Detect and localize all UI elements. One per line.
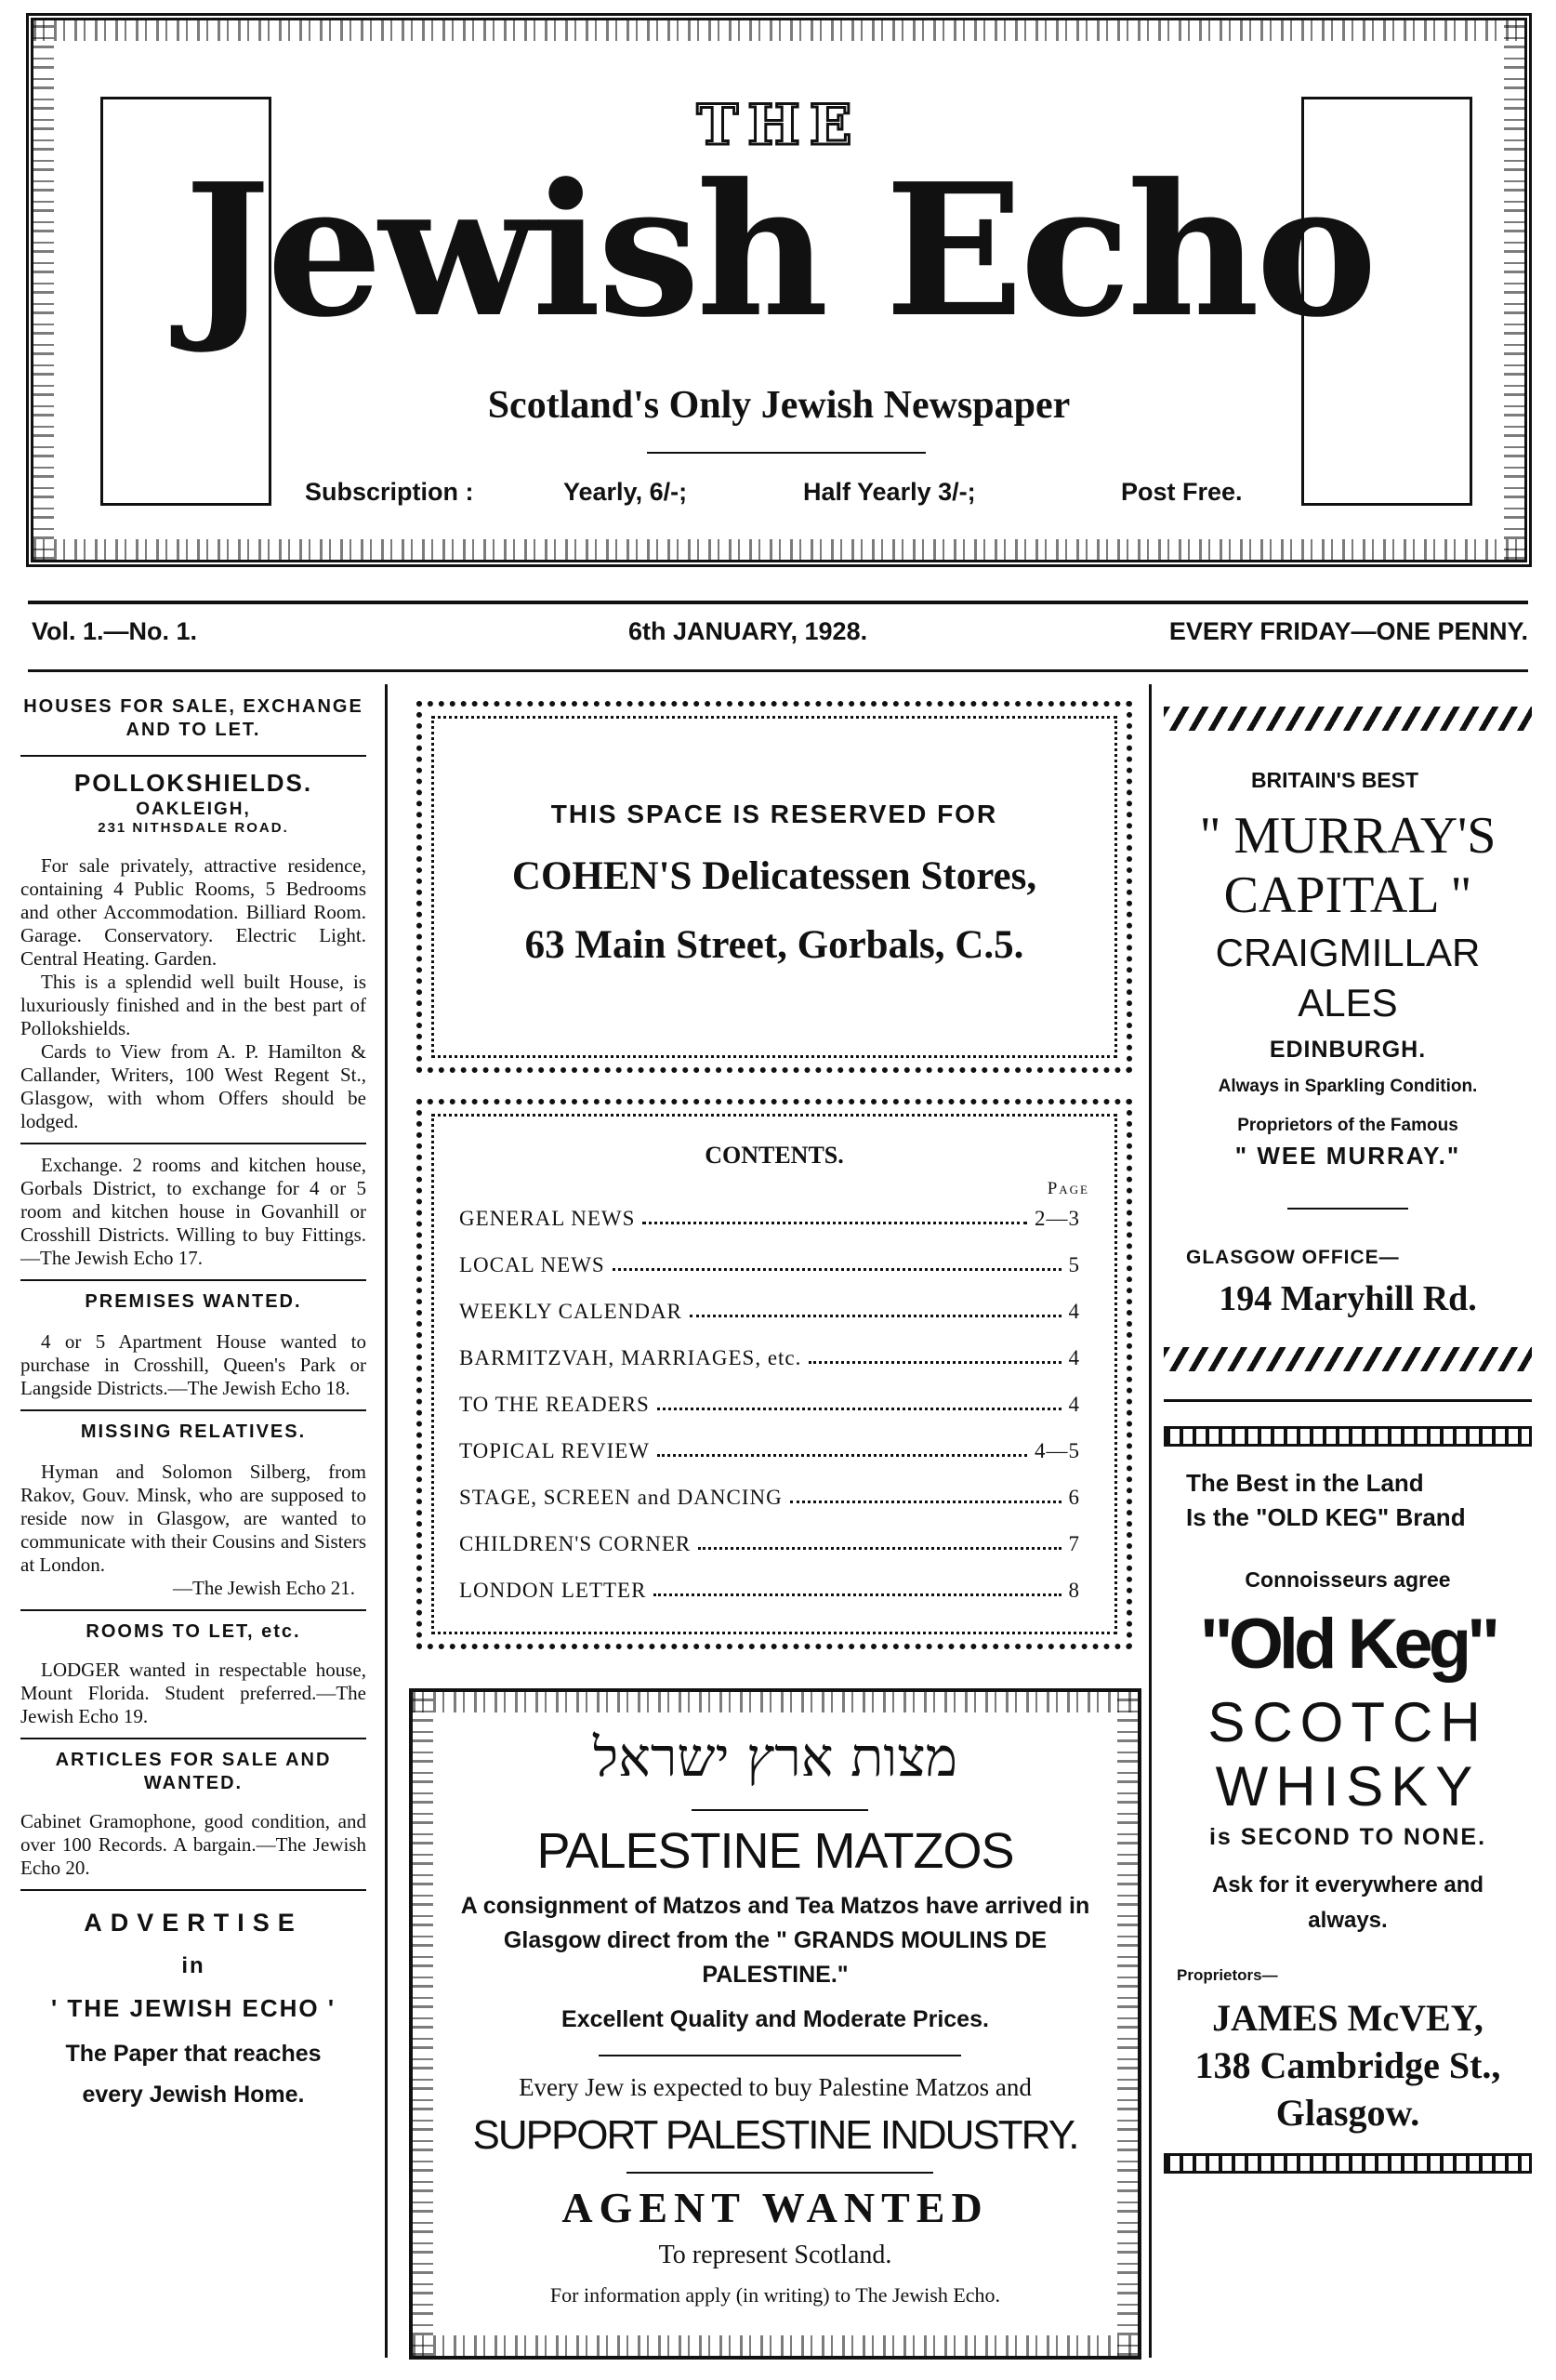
contents-label: TOPICAL REVIEW — [459, 1439, 651, 1462]
masthead — [26, 13, 1532, 567]
hebrew-divider — [692, 1809, 868, 1811]
advertise-slogan-1: The Paper that reaches — [65, 2041, 322, 2068]
matzos-title: PALESTINE MATZOS — [536, 1823, 1014, 1879]
divider — [20, 1738, 366, 1739]
section-houses-heading: HOUSES FOR SALE, EXCHANGE AND TO LET. — [23, 696, 363, 740]
leader-dots — [653, 1579, 1061, 1596]
reserved-shop-address: 63 Main Street, Gorbals, C.5. — [524, 923, 1024, 967]
issue-rule-bottom — [28, 669, 1528, 672]
contents-page: 7 — [1068, 1532, 1080, 1555]
murray-line-1: " MURRAY'S — [1199, 807, 1497, 865]
issue-date: 6th JANUARY, 1928. — [628, 617, 868, 645]
mcvey-name: JAMES McVEY, — [1212, 1997, 1483, 2039]
tagline-divider — [647, 452, 926, 454]
craigmillar: CRAIGMILLAR — [1215, 931, 1481, 974]
houses-viewing: Cards to View from A. P. Hamilton & Callander, Writers, 100 West Regent St., Glasgow, with whom Offers should be lodged. — [20, 1040, 366, 1132]
whisky: WHISKY — [1215, 1755, 1481, 1818]
contents-page-label: Page — [1047, 1179, 1089, 1198]
leader-dots — [657, 1439, 1027, 1457]
leader-dots — [790, 1486, 1062, 1503]
agent-region: To represent Scotland. — [658, 2241, 892, 2269]
houses-place: POLLOKSHIELDS. — [73, 769, 313, 797]
office-address: 194 Maryhill Rd. — [1219, 1279, 1477, 1318]
divider — [20, 1889, 366, 1891]
proprietors-famous: Proprietors of the Famous — [1237, 1116, 1458, 1135]
leader-dots — [690, 1300, 1062, 1317]
support-industry: SUPPORT PALESTINE INDUSTRY. — [472, 2112, 1078, 2158]
zigzag-ornament — [1164, 707, 1532, 731]
section-missing-heading: MISSING RELATIVES. — [80, 1421, 307, 1442]
leader-dots — [657, 1393, 1062, 1410]
contents-label: LONDON LETTER — [459, 1579, 647, 1602]
murray-line-2: CAPITAL " — [1223, 866, 1472, 924]
contents-page: 4 — [1068, 1393, 1080, 1416]
glasgow-office: GLASGOW OFFICE— — [1186, 1247, 1400, 1268]
contents-row[interactable] — [459, 1253, 1080, 1277]
second-to-none: is SECOND TO NONE. — [1208, 1824, 1487, 1850]
issue-frequency-price: EVERY FRIDAY—ONE PENNY. — [1168, 617, 1528, 645]
mcvey-city: Glasgow. — [1275, 2092, 1420, 2134]
ask-for-it: Ask for it everywhere and always. — [1211, 1872, 1484, 1933]
contents-page: 6 — [1068, 1486, 1080, 1509]
greek-key-ornament — [1164, 2153, 1532, 2174]
contents-label: TO THE READERS — [459, 1393, 650, 1416]
border-ornament-top — [413, 1692, 1138, 1712]
contents-box — [416, 1099, 1132, 1649]
border-ornament-top — [33, 20, 1524, 41]
border-ornament-bottom — [33, 539, 1524, 560]
proprietors-label: Proprietors— — [1177, 1966, 1278, 1984]
column-rule-right — [1149, 684, 1152, 2358]
contents-page: 4 — [1068, 1300, 1080, 1323]
contents-row[interactable] — [459, 1486, 1080, 1510]
premises-ad: 4 or 5 Apartment House wanted to purchase in Crosshill, Queen's Park or Langside Districts.—The Jewish Echo 18. — [20, 1330, 366, 1399]
divider — [20, 1609, 366, 1611]
contents-inner-border — [431, 1114, 1117, 1634]
contents-row[interactable] — [459, 1393, 1080, 1417]
connoisseurs-agree: Connoisseurs agree — [1245, 1567, 1451, 1592]
contents-title: CONTENTS. — [705, 1142, 844, 1169]
subscription-yearly: Yearly, 6/-; — [563, 478, 688, 506]
scotch: SCOTCH — [1207, 1691, 1488, 1753]
old-keg-logo: "Old Keg" — [1199, 1605, 1497, 1684]
rooms-ad: LODGER wanted in respectable house, Mount Florida. Student preferred.—The Jewish Echo 19. — [20, 1659, 366, 1727]
section-premises-heading: PREMISES WANTED. — [85, 1291, 302, 1312]
ale-divider — [1287, 1208, 1408, 1210]
zigzag-ornament — [1164, 1347, 1532, 1371]
advertise-in: in — [181, 1952, 205, 1978]
contents-label: BARMITZVAH, MARRIAGES, etc. — [459, 1346, 802, 1369]
contents-page: 2—3 — [1035, 1207, 1080, 1230]
advertise-heading: ADVERTISE — [84, 1909, 303, 1937]
agent-divider — [626, 2172, 933, 2174]
articles-ad: Cabinet Gramophone, good condition, and over 100 Records. A bargain.—The Jewish Echo 20. — [20, 1810, 366, 1879]
masthead-the: THE — [696, 93, 862, 158]
exchange-ad: Exchange. 2 rooms and kitchen house, Gorbals District, to exchange for 4 or 5 room and kitchen house in Govanhill or Crosshill Districts. Willing to buy Fittings.—The Jewish Echo 17. — [20, 1154, 366, 1269]
mcvey-address: 138 Cambridge St., — [1194, 2044, 1501, 2086]
center-column — [398, 684, 1134, 2367]
matzos-divider — [599, 2055, 961, 2056]
houses-name: OAKLEIGH, — [136, 799, 251, 819]
display-ads-column — [1164, 684, 1532, 2367]
greek-key-ornament — [1164, 1426, 1532, 1447]
contents-label: STAGE, SCREEN and DANCING — [459, 1486, 783, 1509]
wee-murray: " WEE MURRAY." — [1234, 1142, 1461, 1170]
missing-relatives-ad: Hyman and Solomon Silberg, from Rakov, Gouv. Minsk, who are supposed to reside now in Glasgow, are wanted to communicate with their Cousins and Sisters at London. — [20, 1461, 366, 1576]
contents-page: 4 — [1068, 1346, 1080, 1369]
contents-row[interactable] — [459, 1207, 1080, 1231]
contents-label: GENERAL NEWS — [459, 1207, 636, 1230]
contents-page: 5 — [1068, 1253, 1080, 1276]
reserved-line: THIS SPACE IS RESERVED FOR — [550, 800, 998, 828]
leader-dots — [613, 1253, 1062, 1271]
advertise-slogan-2: every Jewish Home. — [82, 2081, 305, 2108]
leader-dots — [698, 1532, 1061, 1550]
contents-row[interactable] — [459, 1439, 1080, 1463]
divider — [20, 755, 366, 757]
contents-row[interactable] — [459, 1579, 1080, 1603]
houses-address: 231 NITHSDALE ROAD. — [98, 820, 289, 837]
contents-label: WEEKLY CALENDAR — [459, 1300, 682, 1323]
houses-description: For sale privately, attractive residence, containing 4 Public Rooms, 5 Bedrooms and other Accommodation. Billiard Room. Garage. Conservatory. Electric Light. Central Heating. Garden. — [20, 854, 366, 970]
matzos-consignment: A consignment of Matzos and Tea Matzos have arrived in Glasgow direct from the " GRANDS MOULINS DE PALESTINE." — [460, 1893, 1090, 1988]
best-in-land: The Best in the Land — [1186, 1469, 1424, 1497]
issue-rule-top — [28, 601, 1528, 604]
contents-page: 8 — [1068, 1579, 1080, 1602]
subscription-label: Subscription : — [305, 478, 474, 506]
section-rule — [1164, 1399, 1532, 1402]
volume-number: Vol. 1.—No. 1. — [32, 617, 198, 645]
section-articles-heading: ARTICLES FOR SALE AND WANTED. — [55, 1750, 332, 1793]
contents-page: 4—5 — [1035, 1439, 1080, 1462]
classifieds-column — [20, 684, 366, 2367]
old-keg-brand: Is the "OLD KEG" Brand — [1186, 1503, 1466, 1531]
britains-best: BRITAIN'S BEST — [1250, 768, 1419, 792]
leader-dots — [809, 1346, 1061, 1364]
tagline: Scotland's Only Jewish Newspaper — [487, 384, 1071, 427]
divider — [20, 1409, 366, 1411]
agent-wanted-title: AGENT WANTED — [561, 2184, 989, 2231]
subscription-half-yearly: Half Yearly 3/-; — [803, 478, 976, 506]
matzos-quality: Excellent Quality and Moderate Prices. — [561, 2006, 989, 2032]
contents-row[interactable] — [459, 1532, 1080, 1556]
contents-row[interactable] — [459, 1300, 1080, 1324]
ales: ALES — [1298, 981, 1398, 1025]
houses-description-2: This is a splendid well built House, is luxuriously finished and in the best part of Pollokshields. — [20, 971, 366, 1039]
hebrew-heading: מצות ארץ ישראל — [592, 1726, 958, 1789]
matzos-ad-box — [409, 1688, 1141, 2360]
section-rooms-heading: ROOMS TO LET, etc. — [86, 1621, 301, 1642]
leader-dots — [642, 1207, 1027, 1224]
divider — [20, 1143, 366, 1144]
contents-label: LOCAL NEWS — [459, 1253, 605, 1276]
border-ornament-bottom — [413, 2335, 1138, 2356]
contents-row[interactable] — [459, 1346, 1080, 1370]
contents-label: CHILDREN'S CORNER — [459, 1532, 692, 1555]
reserved-ad-box — [416, 701, 1132, 1073]
matzos-appeal: Every Jew is expected to buy Palestine Matzos and — [519, 2073, 1032, 2101]
advertise-paper-name: ' THE JEWISH ECHO ' — [50, 1993, 336, 2022]
reserved-shop-name: COHEN'S Delicatessen Stores, — [511, 854, 1037, 898]
subscription-post-free: Post Free. — [1121, 478, 1243, 506]
column-rule-left — [385, 684, 388, 2358]
missing-relatives-ref: —The Jewish Echo 21. — [173, 1577, 355, 1599]
edinburgh: EDINBURGH. — [1269, 1037, 1427, 1063]
sparkling-condition: Always in Sparkling Condition. — [1218, 1077, 1478, 1096]
divider — [20, 1279, 366, 1281]
newspaper-title: Jewish Echo — [184, 144, 1374, 358]
agent-contact: For information apply (in writing) to The Jewish Echo. — [549, 2283, 1001, 2307]
